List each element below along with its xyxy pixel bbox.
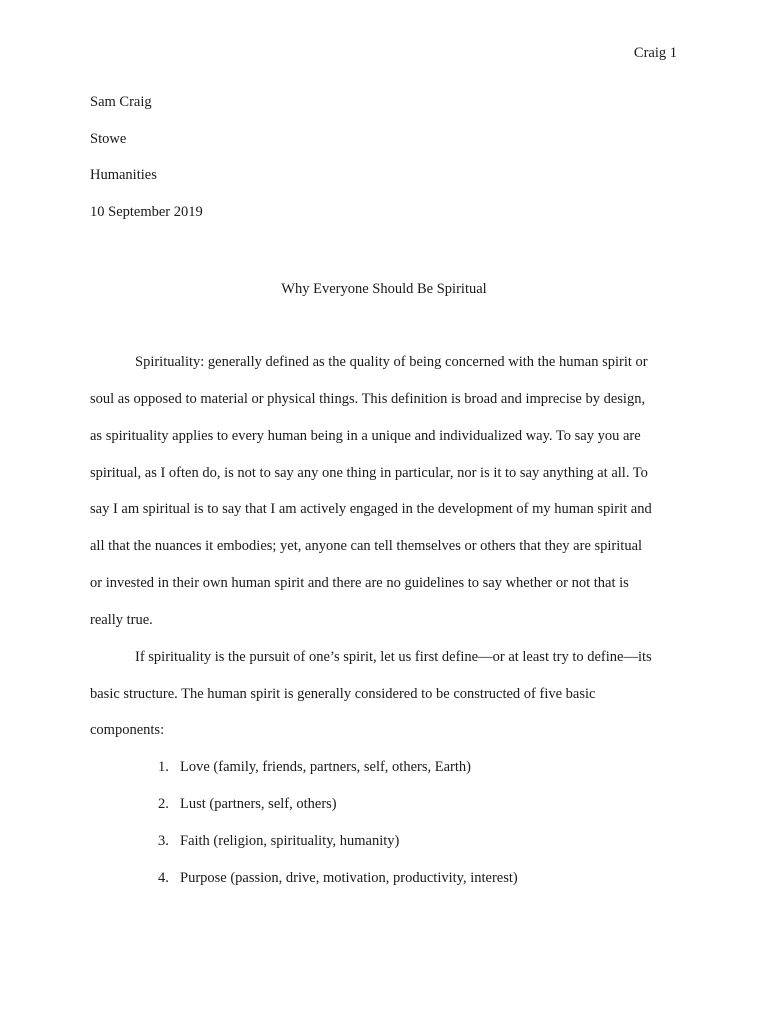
essay-title: Why Everyone Should Be Spiritual — [281, 281, 487, 297]
paragraph-line: as spirituality applies to every human being in a unique and individualized way. To say you are — [90, 428, 641, 444]
date: 10 September 2019 — [90, 204, 203, 221]
paragraph-line: spiritual, as I often do, is not to say any one thing in particular, nor is it to say anything at all. To — [90, 465, 648, 481]
paragraph-line: basic structure. The human spirit is generally considered to be constructed of five basic — [90, 686, 596, 702]
list-number: 2. — [158, 796, 169, 812]
paragraph-line: really true. — [90, 612, 153, 628]
paragraph-line: or invested in their own human spirit and there are no guidelines to say whether or not that is — [90, 575, 629, 591]
paragraph-line: all that the nuances it embodies; yet, anyone can tell themselves or others that they are spiritual — [90, 538, 643, 554]
paragraph-line: components: — [90, 722, 165, 738]
list-text: Love (family, friends, partners, self, others, Earth) — [180, 759, 471, 775]
paragraph-line: soul as opposed to material or physical things. This definition is broad and imprecise by design, — [90, 391, 646, 407]
list-text: Lust (partners, self, others) — [180, 796, 337, 812]
list-number: 3. — [158, 833, 169, 849]
course-name: Humanities — [90, 167, 157, 184]
instructor-name: Stowe — [90, 130, 127, 147]
mla-heading — [90, 93, 203, 240]
paragraph-line: Spirituality: generally defined as the quality of being concerned with the human spirit or — [135, 354, 648, 370]
list-number: 4. — [158, 870, 169, 886]
paragraph-line: If spirituality is the pursuit of one’s spirit, let us first define—or at least try to define—its — [135, 649, 652, 665]
list-text: Purpose (passion, drive, motivation, productivity, interest) — [180, 870, 518, 886]
paragraph-line: say I am spiritual is to say that I am actively engaged in the development of my human spirit and — [90, 501, 652, 517]
running-head: Craig 1 — [633, 45, 677, 61]
author-name: Sam Craig — [90, 94, 152, 110]
list-text: Faith (religion, spirituality, humanity) — [180, 833, 400, 849]
list-number: 1. — [158, 759, 169, 775]
